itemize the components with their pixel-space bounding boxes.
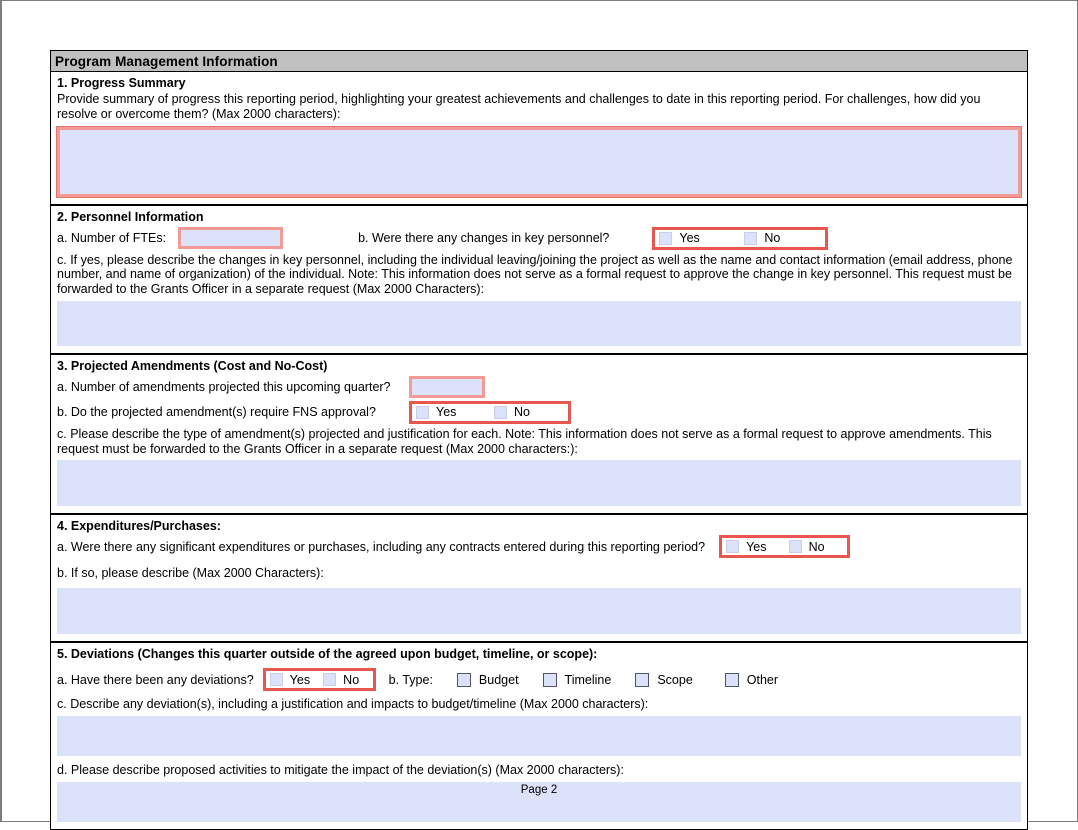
expenditures-description-textarea[interactable] [57, 588, 1021, 634]
fns-approval-no-checkbox[interactable] [494, 406, 507, 419]
other-label: Other [747, 673, 778, 687]
scope-label: Scope [657, 673, 692, 687]
expenditures-yes-label: Yes [746, 540, 766, 554]
key-personnel-yes-label: Yes [679, 231, 699, 245]
deviation-type-timeline-option [543, 673, 612, 687]
fns-approval-no-label: No [514, 405, 530, 419]
section-progress-summary [51, 72, 1027, 204]
fns-approval-yes-option [412, 404, 490, 421]
ftes-input[interactable] [178, 227, 283, 249]
expenditures-no-checkbox[interactable] [789, 540, 802, 553]
personnel-changes-textarea[interactable] [57, 301, 1021, 346]
budget-checkbox[interactable] [457, 673, 471, 687]
ftes-label: a. Number of FTEs: [57, 231, 166, 245]
deviation-type-label: b. Type: [389, 673, 433, 687]
deviation-type-scope-option [635, 673, 692, 687]
deviation-description-textarea[interactable] [57, 716, 1021, 756]
section5-c-prompt: c. Describe any deviation(s), including a justification and impacts to budget/timeline (Max 2000 characters): [57, 697, 1021, 712]
expenditures-no-option [785, 538, 848, 555]
section-expenditures-purchases [51, 513, 1027, 641]
scope-checkbox[interactable] [635, 673, 649, 687]
key-personnel-changes-yn-group [652, 227, 828, 250]
page-number: Page 2 [0, 784, 1078, 796]
section-deviations [51, 641, 1027, 829]
amendments-description-textarea[interactable] [57, 460, 1021, 506]
section3-title: 3. Projected Amendments (Cost and No-Cost) [57, 359, 1021, 373]
form-section-header: Program Management Information [51, 51, 1027, 72]
other-checkbox[interactable] [725, 673, 739, 687]
key-personnel-no-label: No [764, 231, 780, 245]
section2-title: 2. Personnel Information [57, 210, 1021, 224]
deviations-no-label: No [343, 673, 359, 687]
amendments-count-input[interactable] [409, 376, 485, 398]
section-projected-amendments [51, 353, 1027, 514]
progress-summary-textarea[interactable] [57, 127, 1021, 197]
deviations-no-checkbox[interactable] [323, 673, 336, 686]
section5-title: 5. Deviations (Changes this quarter outside of the agreed upon budget, timeline, or scope): [57, 647, 1021, 661]
section3-c-prompt: c. Please describe the type of amendment(s) projected and justification for each. Note: This information does not serve as a formal request to approve amendments. This request must be forwarded to the Grants Officer in a separate request (Max 2000 characters:): [57, 427, 1021, 457]
deviations-no-option [319, 671, 373, 688]
fns-approval-yes-checkbox[interactable] [416, 406, 429, 419]
expenditures-yn-group [719, 535, 850, 558]
fns-approval-label: b. Do the projected amendment(s) require FNS approval? [57, 405, 409, 419]
deviation-type-budget-option [457, 673, 519, 687]
fns-approval-no-option [490, 404, 568, 421]
deviations-yes-checkbox[interactable] [270, 673, 283, 686]
key-personnel-no-option [740, 230, 825, 247]
timeline-label: Timeline [565, 673, 612, 687]
deviations-yn-group [263, 668, 376, 691]
section4-title: 4. Expenditures/Purchases: [57, 519, 1021, 533]
section4-b-prompt: b. If so, please describe (Max 2000 Characters): [57, 566, 1021, 581]
key-personnel-yes-option [655, 230, 740, 247]
deviations-yes-option [266, 671, 320, 688]
section1-prompt: Provide summary of progress this reporting period, highlighting your greatest achievements and challenges to date in this reporting period. For challenges, how did you resolve or overcome them? (Max 2000 characters): [57, 92, 1021, 122]
amendments-count-label: a. Number of amendments projected this upcoming quarter? [57, 380, 409, 394]
key-personnel-no-checkbox[interactable] [744, 232, 757, 245]
expenditures-no-label: No [809, 540, 825, 554]
budget-label: Budget [479, 673, 519, 687]
key-personnel-yes-checkbox[interactable] [659, 232, 672, 245]
section-personnel-information [51, 204, 1027, 353]
timeline-checkbox[interactable] [543, 673, 557, 687]
fns-approval-yes-label: Yes [436, 405, 456, 419]
section2-c-prompt: c. If yes, please describe the changes in key personnel, including the individual leaving/joining the project as well as the name and contact information (email address, phone number, and name of organization) of the individual. Note: This information does not serve as a formal request to approve the change in key personnel. This request must be forwarded to the Grants Officer in a separate request (Max 2000 Characters): [57, 253, 1021, 297]
fns-approval-yn-group [409, 401, 571, 424]
deviations-question-label: a. Have there been any deviations? [57, 673, 254, 687]
expenditures-yes-option [722, 538, 785, 555]
key-personnel-changes-label: b. Were there any changes in key personnel? [358, 231, 609, 245]
section5-d-prompt: d. Please describe proposed activities to mitigate the impact of the deviation(s) (Max 2000 characters): [57, 763, 1021, 778]
expenditures-yes-checkbox[interactable] [726, 540, 739, 553]
deviations-yes-label: Yes [290, 673, 310, 687]
deviation-type-other-option [725, 673, 778, 687]
program-management-form [50, 50, 1028, 830]
section1-title: 1. Progress Summary [57, 76, 1021, 90]
expenditures-question-label: a. Were there any significant expenditures or purchases, including any contracts entered during this reporting period? [57, 540, 705, 554]
